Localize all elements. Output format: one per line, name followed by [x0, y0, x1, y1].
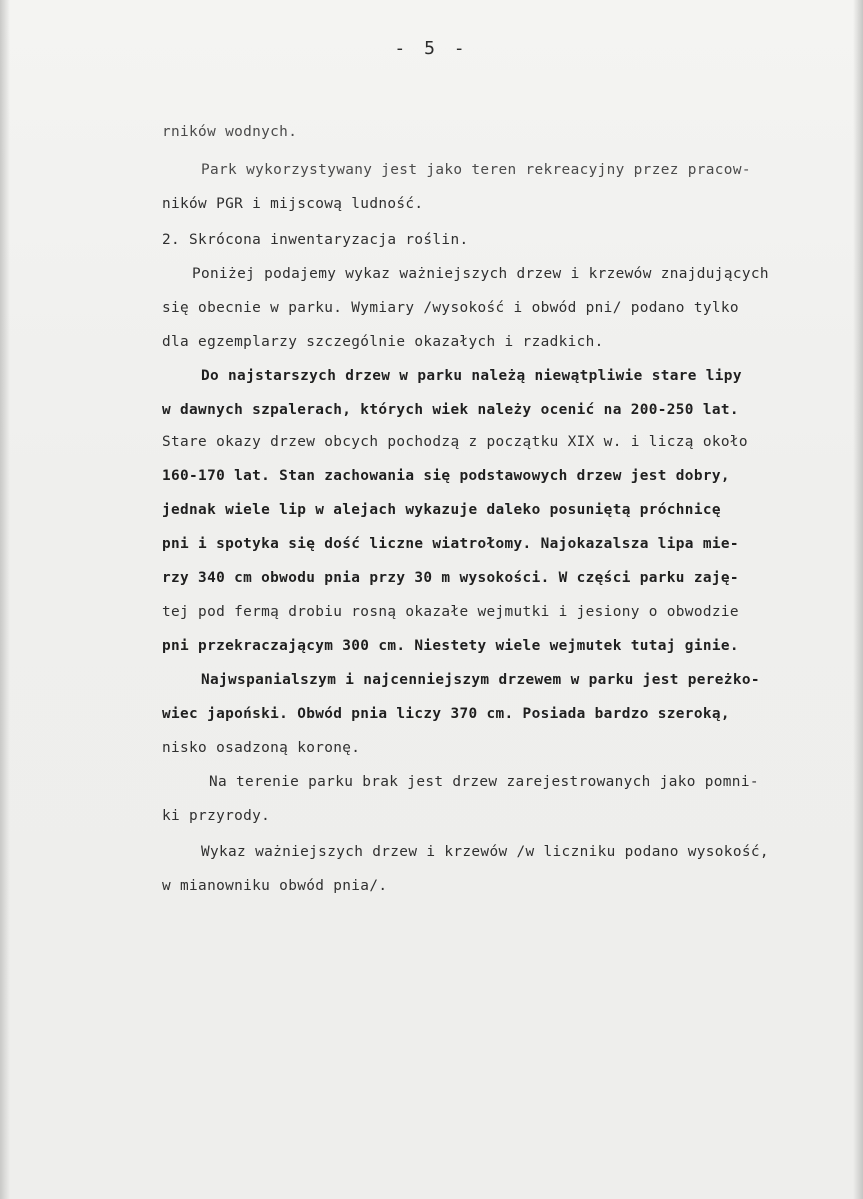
text-line: w dawnych szpalerach, których wiek należy ocenić na 200-250 lat. — [162, 402, 739, 418]
text-line: się obecnie w parku. Wymiary /wysokość i obwód pni/ podano tylko — [162, 300, 739, 316]
text-line: nisko osadzoną koronę. — [162, 740, 361, 756]
text-line: 160-170 lat. Stan zachowania się podstawowych drzew jest dobry, — [162, 468, 730, 484]
scan-right-edge — [853, 0, 863, 1199]
text-line: Park wykorzystywany jest jako teren rekreacyjny przez pracow- — [201, 162, 751, 178]
page-number: - 5 - — [394, 38, 469, 59]
text-line: Poniżej podajemy wykaz ważniejszych drzew i krzewów znajdujących — [192, 266, 769, 282]
text-line: pni i spotyka się dość liczne wiatrołomy. Najokazalsza lipa mie- — [162, 536, 739, 552]
text-line: ki przyrody. — [162, 808, 271, 824]
scan-left-edge — [0, 0, 10, 1199]
text-line: ników PGR i mijscową ludność. — [162, 196, 424, 212]
text-line: rzy 340 cm obwodu pnia przy 30 m wysokości. W części parku zaję- — [162, 570, 739, 586]
section-heading: 2. Skrócona inwentaryzacja roślin. — [162, 232, 469, 248]
text-line: Na terenie parku brak jest drzew zarejestrowanych jako pomni- — [209, 774, 759, 790]
text-line: w mianowniku obwód pnia/. — [162, 878, 388, 894]
text-line: Wykaz ważniejszych drzew i krzewów /w liczniku podano wysokość, — [201, 844, 769, 860]
text-line: jednak wiele lip w alejach wykazuje daleko posuniętą próchnicę — [162, 502, 721, 518]
text-line: rników wodnych. — [162, 124, 298, 140]
text-line: Najwspanialszym i najcenniejszym drzewem w parku jest pereżko- — [201, 672, 760, 688]
text-line: wiec japoński. Obwód pnia liczy 370 cm. Posiada bardzo szeroką, — [162, 706, 730, 722]
text-line: Do najstarszych drzew w parku należą niewątpliwie stare lipy — [201, 368, 742, 384]
text-line: dla egzemplarzy szczególnie okazałych i rzadkich. — [162, 334, 604, 350]
text-line: pni przekraczającym 300 cm. Niestety wiele wejmutek tutaj ginie. — [162, 638, 739, 654]
text-line: tej pod fermą drobiu rosną okazałe wejmutki i jesiony o obwodzie — [162, 604, 739, 620]
text-line: Stare okazy drzew obcych pochodzą z początku XIX w. i liczą około — [162, 434, 748, 450]
